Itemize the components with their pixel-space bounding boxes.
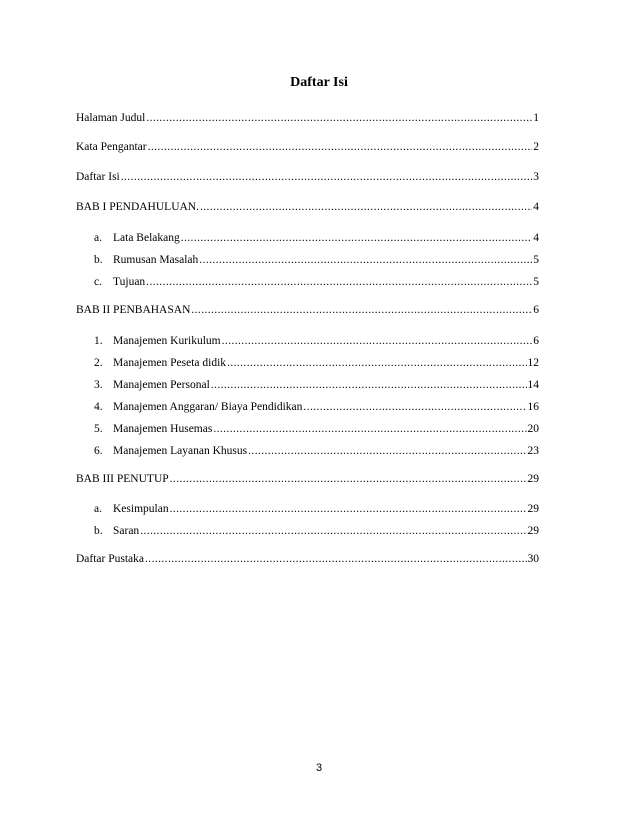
toc-entry <box>94 275 539 289</box>
toc-entry-label: Manajemen Anggaran/ Biaya Pendidikan <box>113 401 303 413</box>
toc-entry <box>94 378 539 392</box>
toc-entry-label: Lata Belakang <box>113 232 180 244</box>
toc-dot-leader <box>170 472 527 486</box>
toc-entry <box>76 140 539 154</box>
toc-dot-leader <box>303 400 526 414</box>
toc-entry <box>94 356 539 370</box>
toc-entry-label: Manajemen Personal <box>113 379 210 391</box>
toc-entry-marker: 1. <box>94 335 103 347</box>
toc-entry <box>76 303 539 317</box>
toc-entry-label: BAB III PENUTUP <box>76 473 169 485</box>
toc-entry-label: Kata Pengantar <box>76 141 147 153</box>
page-title: Daftar Isi <box>290 75 348 90</box>
toc-entry-marker: 2. <box>94 357 103 369</box>
toc-entry-label: Manajemen Peseta didik <box>113 357 227 369</box>
toc-dot-leader <box>222 334 533 348</box>
toc-entry-label: Rumusan Masalah <box>113 254 199 266</box>
toc-entry-label: Halaman Judul <box>76 112 146 124</box>
toc-entry-page: 5 <box>533 276 539 288</box>
toc-entry-label: Daftar Pustaka <box>76 553 145 565</box>
toc-entry-marker: c. <box>94 276 102 288</box>
toc-entry-marker: 4. <box>94 401 103 413</box>
toc-entry-page: 2 <box>533 141 539 153</box>
toc-entry-page: 23 <box>527 445 539 457</box>
toc-entry <box>94 253 539 267</box>
toc-dot-leader <box>146 111 532 125</box>
toc-entry-page: 20 <box>527 423 539 435</box>
toc-entry-label: Saran <box>113 525 140 537</box>
toc-entry-marker: b. <box>94 525 103 537</box>
toc-entry-page: 14 <box>527 379 539 391</box>
toc-entry-page: 1 <box>533 112 539 124</box>
toc-entry-page: 6 <box>533 304 539 316</box>
toc-entry <box>94 422 539 436</box>
toc-dot-leader <box>148 140 533 154</box>
toc-dot-leader <box>199 253 532 267</box>
toc-entry-label: Daftar Isi <box>76 171 120 183</box>
toc-entry-label: BAB II PENBAHASAN <box>76 304 191 316</box>
toc-entry-label: Kesimpulan <box>113 503 169 515</box>
toc-entry <box>76 552 539 566</box>
toc-entry-page: 4 <box>533 232 539 244</box>
toc-entry-page: 12 <box>527 357 539 369</box>
toc-entry <box>94 400 539 414</box>
toc-entry-label: Tujuan <box>113 276 146 288</box>
toc-dot-leader <box>213 422 526 436</box>
toc-dot-leader <box>248 444 526 458</box>
toc-dot-leader <box>146 275 532 289</box>
toc-dot-leader <box>145 552 526 566</box>
toc-dot-leader <box>121 170 533 184</box>
toc-entry <box>76 472 539 486</box>
toc-entry-marker: 3. <box>94 379 103 391</box>
toc-entry <box>76 111 539 125</box>
toc-dot-leader <box>227 356 526 370</box>
toc-entry-page: 30 <box>527 553 539 565</box>
toc-entry-page: 29 <box>527 473 539 485</box>
toc-entry <box>76 200 539 214</box>
toc-entry-page: 6 <box>533 335 539 347</box>
toc-entry <box>94 231 539 245</box>
page-number: 3 <box>315 762 323 774</box>
toc-entry-label: Manajemen Layanan Khusus <box>113 445 248 457</box>
toc-dot-leader <box>200 200 532 214</box>
toc-entry <box>94 334 539 348</box>
toc-entry-marker: a. <box>94 503 102 515</box>
toc-entry-label: BAB I PENDAHULUAN. <box>76 201 199 213</box>
toc-dot-leader <box>211 378 527 392</box>
toc-entry <box>76 170 539 184</box>
toc-dot-leader <box>181 231 533 245</box>
toc-entry-marker: 5. <box>94 423 103 435</box>
toc-entry-page: 29 <box>527 525 539 537</box>
toc-dot-leader <box>140 524 526 538</box>
toc-entry <box>94 502 539 516</box>
toc-entry <box>94 444 539 458</box>
toc-entry-marker: b. <box>94 254 103 266</box>
toc-entry-page: 29 <box>527 503 539 515</box>
toc-entry-page: 4 <box>533 201 539 213</box>
toc-entry-page: 16 <box>527 401 539 413</box>
toc-entry-marker: a. <box>94 232 102 244</box>
toc-entry-label: Manajemen Kurikulum <box>113 335 221 347</box>
toc-entry-page: 5 <box>533 254 539 266</box>
toc-entry-marker: 6. <box>94 445 103 457</box>
toc-entry-label: Manajemen Husemas <box>113 423 213 435</box>
toc-dot-leader <box>170 502 527 516</box>
toc-entry <box>94 524 539 538</box>
toc-entry-page: 3 <box>533 171 539 183</box>
toc-dot-leader <box>191 303 532 317</box>
